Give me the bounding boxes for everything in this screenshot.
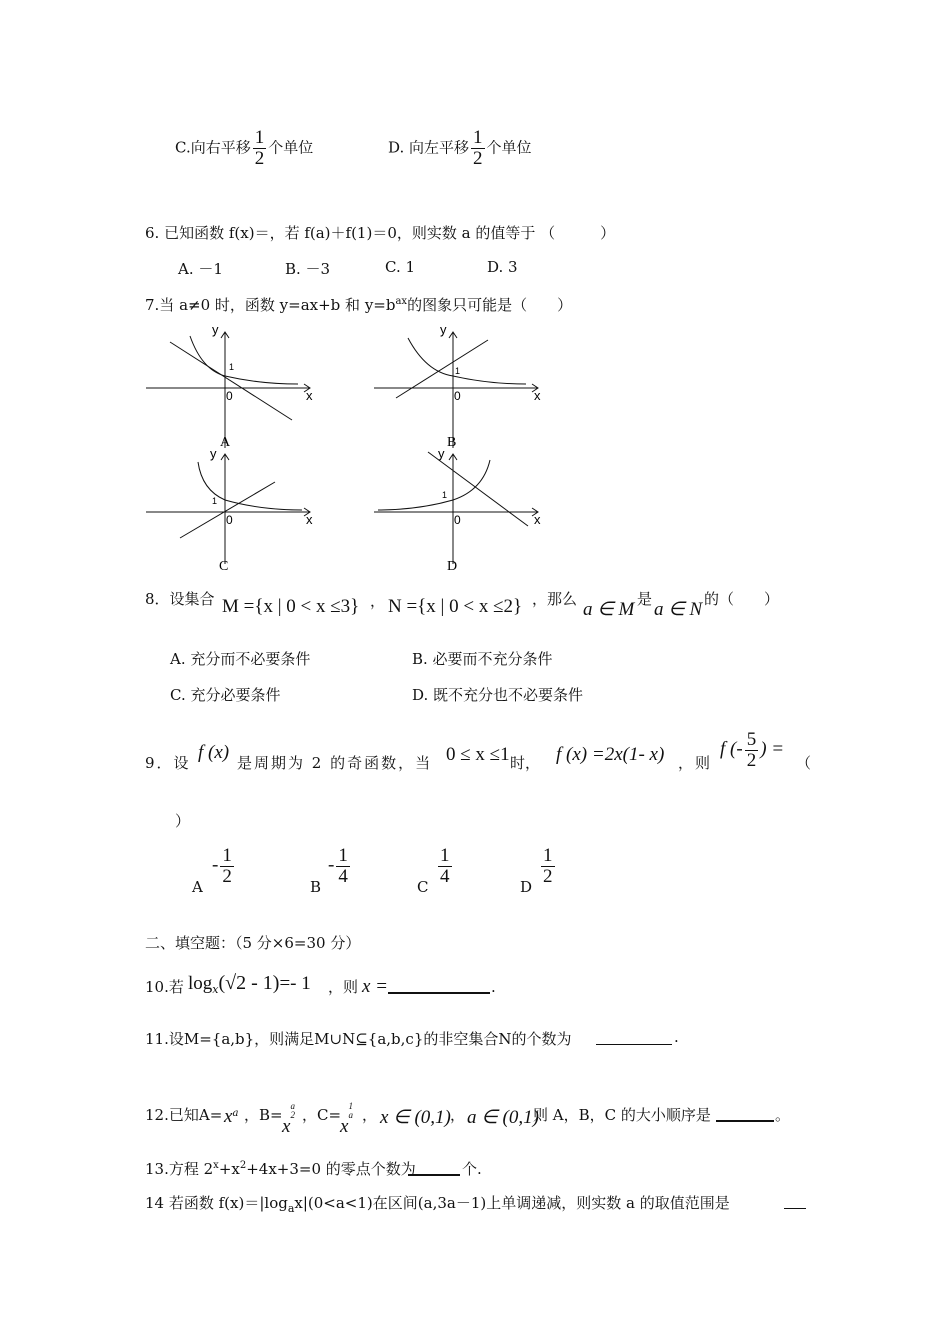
q12-c-base: x (340, 1116, 349, 1137)
q9-opt-c-num: 1 (440, 845, 450, 866)
q8-option-d: D. 既不充分也不必要条件 (412, 686, 584, 704)
q5-d-num: 1 (473, 127, 483, 148)
q12-b-exp-den: 2 (290, 1110, 295, 1120)
q9-paren-close: ） (175, 812, 191, 830)
q12-c-label: ，C= (302, 1106, 342, 1124)
graph-d-origin: 0 (454, 513, 461, 527)
q12-prefix: 12.已知A= (145, 1106, 223, 1124)
q11-text: 11.设M={a,b}，则满足M∪N⊆{a,b,c}的非空集合N的个数为 (145, 1030, 572, 1048)
q8-cond1: a ∈ M (583, 599, 635, 620)
graph-b-y-label: y (440, 322, 447, 337)
q9-opt-b-sign: - (328, 854, 335, 876)
q6-option-b: B. －3 (285, 260, 331, 278)
q9-fx: f (x) (198, 742, 230, 763)
q7-text-after: 的图象只可能是（ ） (407, 296, 573, 314)
q7-text (145, 294, 572, 315)
q13-end: 个. (462, 1160, 482, 1178)
q12-cond-a: a ∈ (0,1) (467, 1107, 539, 1128)
q8-cond2: a ∈ N (654, 599, 703, 620)
q13-prefix: 13.方程 2 (145, 1160, 214, 1178)
q9-opt-d-label: D (520, 878, 533, 896)
graph-b-x-label: x (534, 388, 541, 403)
q7-sup: ax (395, 296, 408, 307)
graph-c-x-label: x (306, 512, 313, 527)
q5-option-d (388, 128, 532, 169)
q12-b-base: x (282, 1116, 291, 1137)
q9-ask (720, 730, 784, 771)
q7-text-before: 7.当 a≠0 时，函数 y=ax+b 和 y=b (145, 296, 396, 314)
q5-d-suffix: 个单位 (486, 138, 532, 157)
q12-cond-x: x ∈ (0,1) (380, 1107, 451, 1128)
q12-c (340, 1101, 353, 1137)
graph-d-label: D (447, 559, 458, 574)
graph-a-origin: 0 (226, 389, 233, 403)
q14-answer-blank[interactable] (784, 1194, 806, 1209)
q12-c-exp-num: 1 (348, 1101, 353, 1111)
q10-arg: (√2 - 1) (218, 972, 280, 994)
graph-d-x-label: x (534, 512, 541, 527)
q13-answer-blank[interactable] (408, 1160, 460, 1176)
q5-d-den: 2 (473, 147, 483, 169)
section-2-title: 二、填空题：（5 分×6=30 分） (145, 934, 361, 952)
graph-b-one: 1 (455, 366, 461, 376)
graph-a-x-label: x (306, 388, 313, 403)
q9-opt-c-frac (438, 846, 452, 887)
q10-answer-blank[interactable] (388, 978, 490, 994)
q9-opt-b-label: B (310, 878, 322, 896)
q12-c-exp (348, 1102, 353, 1120)
q9-opt-d-num: 1 (543, 845, 553, 866)
q10-mid: ，则 (328, 978, 359, 996)
q9-opt-a (212, 846, 236, 887)
graph-c-one: 1 (212, 496, 218, 506)
graph-b-origin: 0 (454, 389, 461, 403)
q6-option-d: D. 3 (487, 258, 518, 276)
q9-ask-pre: f (- (720, 738, 743, 760)
graph-b (368, 318, 548, 458)
q12-b-exp (290, 1102, 295, 1120)
q12-b-exp-num: a (290, 1101, 295, 1111)
q5-c-suffix: 个单位 (268, 138, 314, 157)
q9-paren-open: （ (796, 754, 812, 772)
q12-a-exp: a (232, 1108, 239, 1119)
q6-text: 6. 已知函数 f(x)＝，若 f(a)＋f(1)＝0，则实数 a 的值等于 （ ） (145, 224, 616, 242)
q8-option-c: C. 充分必要条件 (170, 686, 281, 704)
graph-d-y-label: y (438, 446, 445, 461)
q8-option-b: B. 必要而不充分条件 (412, 650, 553, 668)
q5-c-fraction (253, 128, 267, 169)
q9-opt-c-den: 4 (440, 865, 450, 887)
q9-opt-a-frac (220, 846, 234, 887)
graph-c-origin: 0 (226, 513, 233, 527)
q9-ask-post: ) = (760, 738, 785, 760)
q5-d-fraction (471, 128, 485, 169)
q9-t2: 时， (510, 754, 541, 772)
q8-option-a: A. 充分而不必要条件 (170, 650, 311, 668)
q9-opt-d (539, 846, 557, 887)
graph-b-label: B (447, 435, 457, 450)
graph-a-one: 1 (229, 362, 235, 372)
q6-option-c: C. 1 (385, 258, 416, 276)
q13-mid: +x (218, 1160, 240, 1178)
q12-suffix: 则 A，B，C 的大小顺序是 (533, 1106, 711, 1124)
graph-a (140, 318, 320, 458)
q5-option-c (175, 128, 313, 169)
q10-ask: x = (362, 976, 389, 997)
q13-sup: x (213, 1160, 219, 1171)
q9-expr: f (x) =2x(1- x) (556, 744, 665, 765)
q8-mid: ，那么 (532, 590, 578, 608)
q10-log: log (188, 973, 213, 994)
q9-opt-a-label: A (192, 878, 203, 896)
q12-c-exp-den: a (348, 1110, 353, 1120)
q12-a (224, 1106, 238, 1128)
q12-answer-blank[interactable] (716, 1106, 774, 1122)
q9-opt-b-frac (336, 846, 350, 887)
q8-prefix: 8．设集合 (145, 590, 215, 608)
q5-c-num: 1 (254, 127, 265, 148)
q13-sup2: 2 (239, 1160, 247, 1171)
q9-ask-fraction (745, 730, 759, 771)
q9-opt-a-num: 1 (222, 845, 232, 866)
q9-ask-den: 2 (746, 749, 757, 771)
q9-opt-b-den: 4 (338, 865, 348, 887)
q8-is: 是 (637, 590, 653, 608)
q9-ask-num: 5 (746, 729, 757, 750)
q10-end: . (491, 978, 496, 996)
q9-opt-c (436, 846, 454, 887)
q13-rest: +4x+3=0 的零点个数为 (246, 1160, 416, 1178)
q9-opt-b (328, 846, 352, 887)
q9-opt-c-label: C (417, 878, 429, 896)
graph-d-one: 1 (442, 490, 448, 500)
q9-opt-d-den: 2 (543, 865, 553, 887)
q10-prefix: 10.若 (145, 978, 184, 996)
q5-d-text: D. 向左平移 (388, 138, 470, 157)
q9-opt-a-sign: - (212, 854, 219, 876)
q8-set-n: N ={x | 0 < x ≤2} (388, 596, 523, 617)
q10-base: x (212, 983, 219, 996)
q8-set-m: M ={x | 0 < x ≤3} (222, 596, 360, 617)
q8-comma: ， (370, 592, 386, 610)
q11-end: . (674, 1028, 679, 1046)
q14-sub: a (287, 1202, 295, 1215)
q9-range: 0 ≤ x ≤1 (446, 744, 510, 765)
q9-opt-a-den: 2 (222, 865, 232, 887)
q10-expr (188, 972, 311, 996)
q9-opt-d-frac (541, 846, 555, 887)
q14-text-start: 14 若函数 f(x)＝|log (145, 1194, 288, 1212)
q5-c-den: 2 (254, 147, 265, 169)
q8-suffix: 的（ ） (704, 590, 780, 608)
graph-c-label: C (219, 559, 229, 574)
q12-comma-2: ， (450, 1106, 466, 1124)
q9-prefix: 9．设 (145, 754, 191, 772)
q12-a-base: x (224, 1106, 233, 1127)
graph-a-label: A (220, 435, 231, 450)
q12-comma: ， (362, 1106, 378, 1124)
q12-b-label: ，B= (244, 1106, 283, 1124)
q14-rest: x|(0<a<1)在区间(a,3a－1)上单调递减，则实数 a 的取值范围是 (294, 1194, 730, 1212)
q13-text (145, 1158, 416, 1179)
q9-t3: ，则 (678, 754, 713, 772)
graph-d (368, 444, 548, 576)
graph-c-y-label: y (210, 446, 217, 461)
q11-answer-blank[interactable] (596, 1030, 672, 1045)
q6-option-a: A. －1 (178, 260, 223, 278)
q12-end: 。 (775, 1106, 791, 1124)
q9-opt-b-num: 1 (338, 845, 348, 866)
q5-c-text: C.向右平移 (175, 138, 251, 157)
q9-t1: 是周期为 2 的奇函数，当 (237, 754, 433, 772)
q10-eq: =- 1 (279, 973, 311, 994)
q14-text (145, 1192, 730, 1215)
q12-b (282, 1101, 295, 1137)
graph-a-y-label: y (212, 322, 219, 337)
graph-c (140, 444, 320, 576)
